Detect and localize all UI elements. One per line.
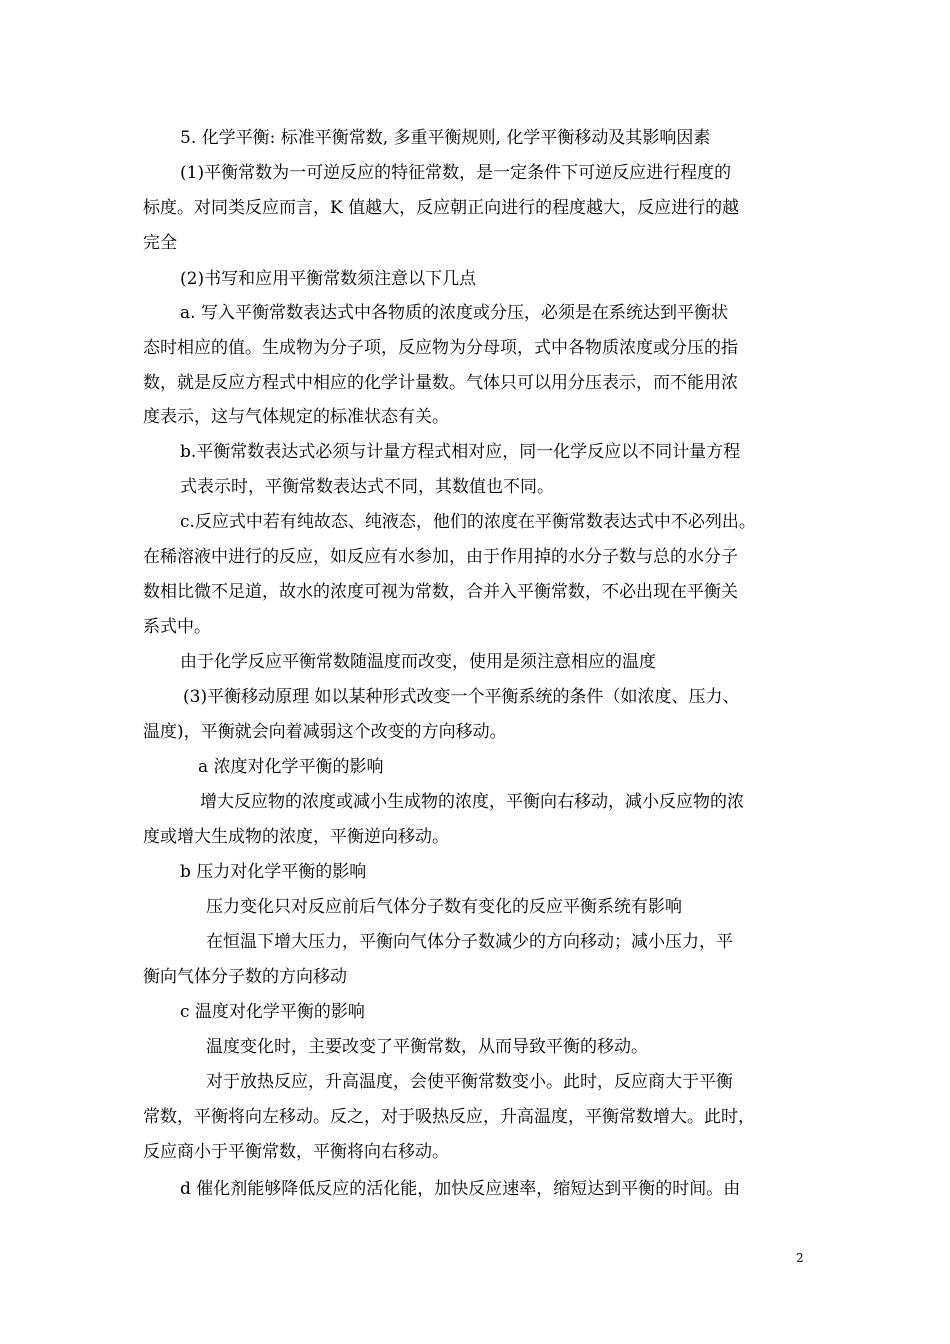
paragraph-text: 由于化学反应平衡常数随温度而改变，使用是须注意相应的温度 xyxy=(180,652,656,672)
paragraph-text: 系式中。 xyxy=(143,617,211,637)
paragraph-text: (1)平衡常数为一可逆反应的特征常数，是一定条件下可逆反应进行程度的 xyxy=(180,163,732,183)
paragraph-text: 对于放热反应，升高温度，会使平衡常数变小。此时，反应商大于平衡 xyxy=(206,1072,733,1092)
paragraph-text: 温度变化时，主要改变了平衡常数，从而导致平衡的移动。 xyxy=(206,1037,648,1057)
paragraph-text: 增大反应物的浓度或减小生成物的浓度，平衡向右移动，减小反应物的浓 xyxy=(200,792,744,812)
subheading: a 浓度对化学平衡的影响 xyxy=(198,757,384,777)
paragraph-text: d 催化剂能够降低反应的活化能，加快反应速率，缩短达到平衡的时间。由 xyxy=(180,1179,741,1199)
paragraph-text: 在恒温下增大压力，平衡向气体分子数减少的方向移动；减小压力，平 xyxy=(206,932,733,952)
paragraph-text: 温度)，平衡就会向着减弱这个改变的方向移动。 xyxy=(143,722,507,742)
paragraph-text: a. 写入平衡常数表达式中各物质的浓度或分压，必须是在系统达到平衡状 xyxy=(180,303,728,323)
paragraph-text: b.平衡常数表达式必须与计量方程式相对应，同一化学反应以不同计量方程 xyxy=(180,442,741,462)
paragraph-text: 衡向气体分子数的方向移动 xyxy=(143,967,347,987)
paragraph-text: 数，就是反应方程式中相应的化学计量数。气体只可以用分压表示，而不能用浓 xyxy=(143,373,738,393)
paragraph-text: 反应商小于平衡常数，平衡将向右移动。 xyxy=(143,1142,449,1162)
subheading: b 压力对化学平衡的影响 xyxy=(180,862,367,882)
page-number: 2 xyxy=(796,1251,804,1265)
paragraph-text: 压力变化只对反应前后气体分子数有变化的反应平衡系统有影响 xyxy=(206,897,682,917)
paragraph-text: 数相比微不足道，故水的浓度可视为常数，合并入平衡常数，不必出现在平衡关 xyxy=(143,582,738,602)
paragraph-text: (3)平衡移动原理 如以某种形式改变一个平衡系统的条件（如浓度、压力、 xyxy=(183,687,740,707)
paragraph-text: 标度。对同类反应而言，K 值越大，反应朝正向进行的程度越大，反应进行的越 xyxy=(143,198,740,218)
paragraph-text: 在稀溶液中进行的反应，如反应有水参加，由于作用掉的水分子数与总的水分子 xyxy=(143,547,738,567)
subheading: c 温度对化学平衡的影响 xyxy=(180,1002,365,1022)
paragraph-text: 式表示时，平衡常数表达式不同，其数值也不同。 xyxy=(180,477,554,497)
paragraph-text: c.反应式中若有纯故态、纯液态，他们的浓度在平衡常数表达式中不必列出。 xyxy=(180,512,756,532)
section-heading: 5. 化学平衡: 标准平衡常数, 多重平衡规则, 化学平衡移动及其影响因素 xyxy=(180,128,711,148)
paragraph-text: 常数，平衡将向左移动。反之，对于吸热反应，升高温度，平衡常数增大。此时， xyxy=(143,1107,755,1127)
paragraph-text: 态时相应的值。生成物为分子项，反应物为分母项，式中各物质浓度或分压的指 xyxy=(143,338,738,358)
paragraph-text: 度表示，这与气体规定的标准状态有关。 xyxy=(143,407,449,427)
paragraph-text: 度或增大生成物的浓度，平衡逆向移动。 xyxy=(143,827,449,847)
paragraph-text: 完全 xyxy=(143,233,177,253)
paragraph-text: (2)书写和应用平衡常数须注意以下几点 xyxy=(180,269,477,289)
